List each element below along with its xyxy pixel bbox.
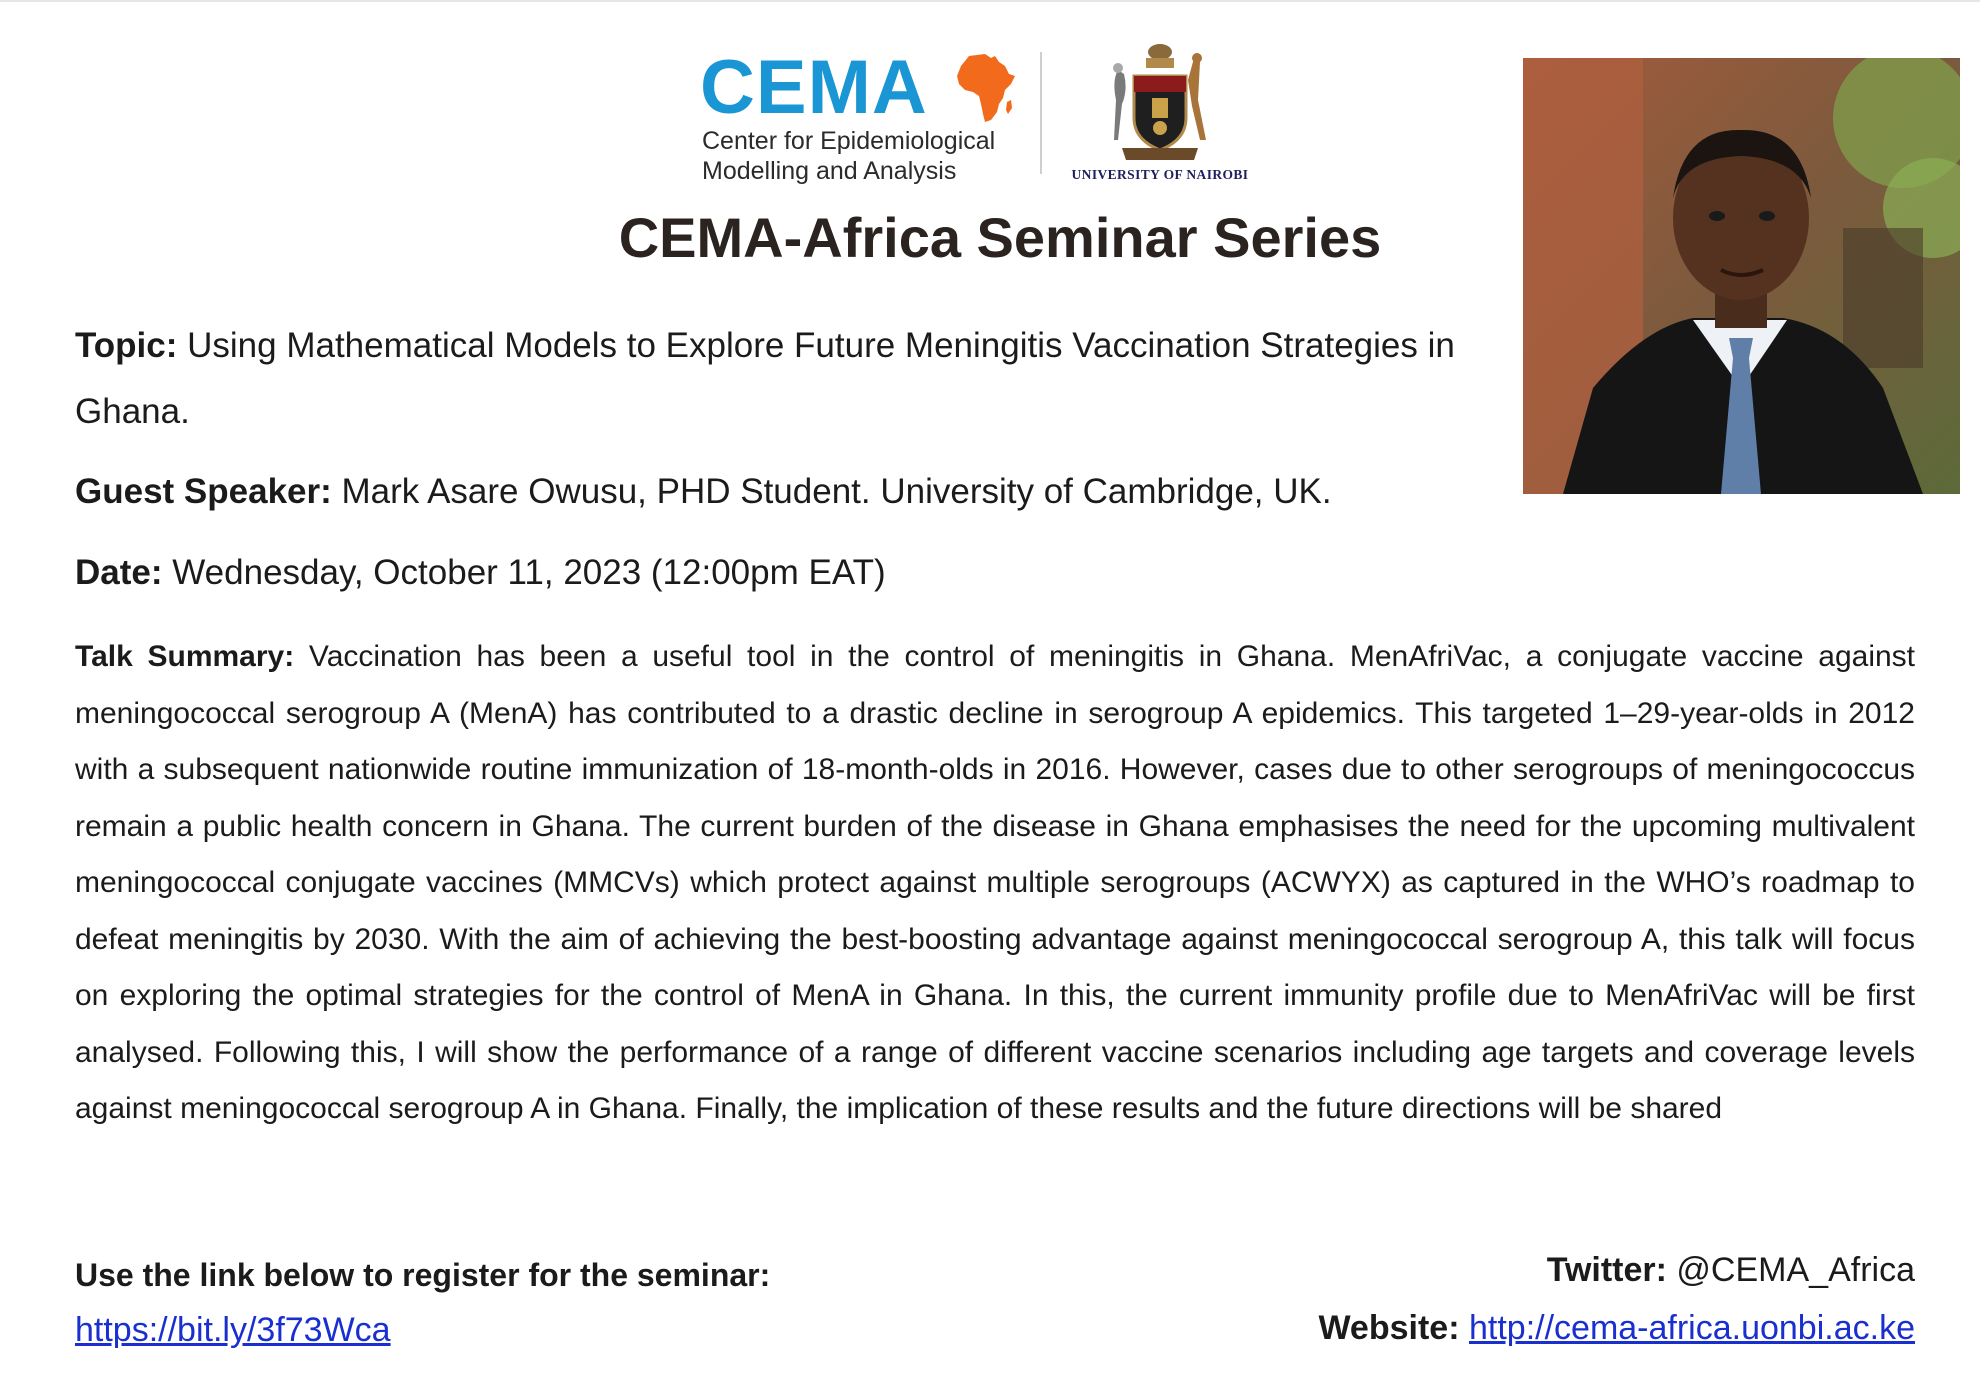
cema-logo-word: CEMA [700,45,928,130]
date-text: Wednesday, October 11, 2023 (12:00pm EAT) [172,553,886,592]
speaker-text: Mark Asare Owusu, PHD Student. University of Cambridge, UK. [341,472,1332,511]
register-prompt: Use the link below to register for the seminar: [75,1257,771,1293]
topic-text: Using Mathematical Models to Explore Future Meningitis Vaccination Strategies in Ghana. [75,326,1455,431]
speaker-photo-image [1523,58,1960,494]
website-label: Website: [1318,1309,1460,1347]
university-of-nairobi-logo [1062,40,1258,190]
register-link[interactable]: https://bit.ly/3f73Wca [75,1311,391,1349]
cema-logo-subtitle [702,126,995,186]
guest-speaker [75,459,1332,525]
topic-label: Topic: [75,326,178,365]
event-date [75,540,886,606]
logo-divider [1040,52,1042,174]
university-name: UNIVERSITY OF NAIROBI [1071,167,1249,182]
africa-map-icon [955,52,1017,126]
website-info [1318,1303,1915,1353]
talk-summary [75,629,1915,1138]
date-label: Date: [75,553,163,592]
cema-logo [700,45,1030,185]
twitter-handle: @CEMA_Africa [1676,1251,1915,1289]
university-crest-icon [1102,40,1218,164]
topic [75,313,1495,445]
page-title: CEMA-Africa Seminar Series [618,206,1382,269]
cema-subtitle-line2: Modelling and Analysis [702,157,957,185]
top-border [0,0,1980,2]
cema-subtitle-line1: Center for Epidemiological [702,127,996,155]
twitter-label: Twitter: [1546,1251,1667,1289]
website-link[interactable]: http://cema-africa.uonbi.ac.ke [1468,1309,1915,1347]
speaker-label: Guest Speaker: [75,472,332,511]
summary-text: Vaccination has been a useful tool in the control of meningitis in Ghana. MenAfriVac, a conjugate vaccine against meningococcal serogroup A (MenA) has contributed to a drastic decline in serogroup A epidemics. This targeted 1–29-year-olds in 2012 with a subsequent nationwide routine immunization of 18-month-olds in 2016. However, cases due to other serogroups of meningococcus remain a public health concern in Ghana. The current burden of the disease in Ghana emphasises the need for the upcoming multivalent meningococcal conjugate vaccines (MMCVs) which protect against multiple serogroups (ACWYX) as captured in the WHO’s roadmap to defeat meningitis by 2030. With the aim of achieving the best-boosting advantage against meningococcal serogroup A, this talk will focus on exploring the optimal strategies for the control of MenA in Ghana. In this, the current immunity profile due to MenAfriVac will be first analysed. Following this, I will show the performance of a range of different vaccine scenarios including age targets and coverage levels against meningococcal serogroup A in Ghana. Finally, the implication of these results and the future directions will be shared [75,640,1916,1125]
summary-label: Talk Summary: [75,640,295,673]
speaker-photo [1523,58,1960,494]
twitter-info [1547,1245,1915,1295]
